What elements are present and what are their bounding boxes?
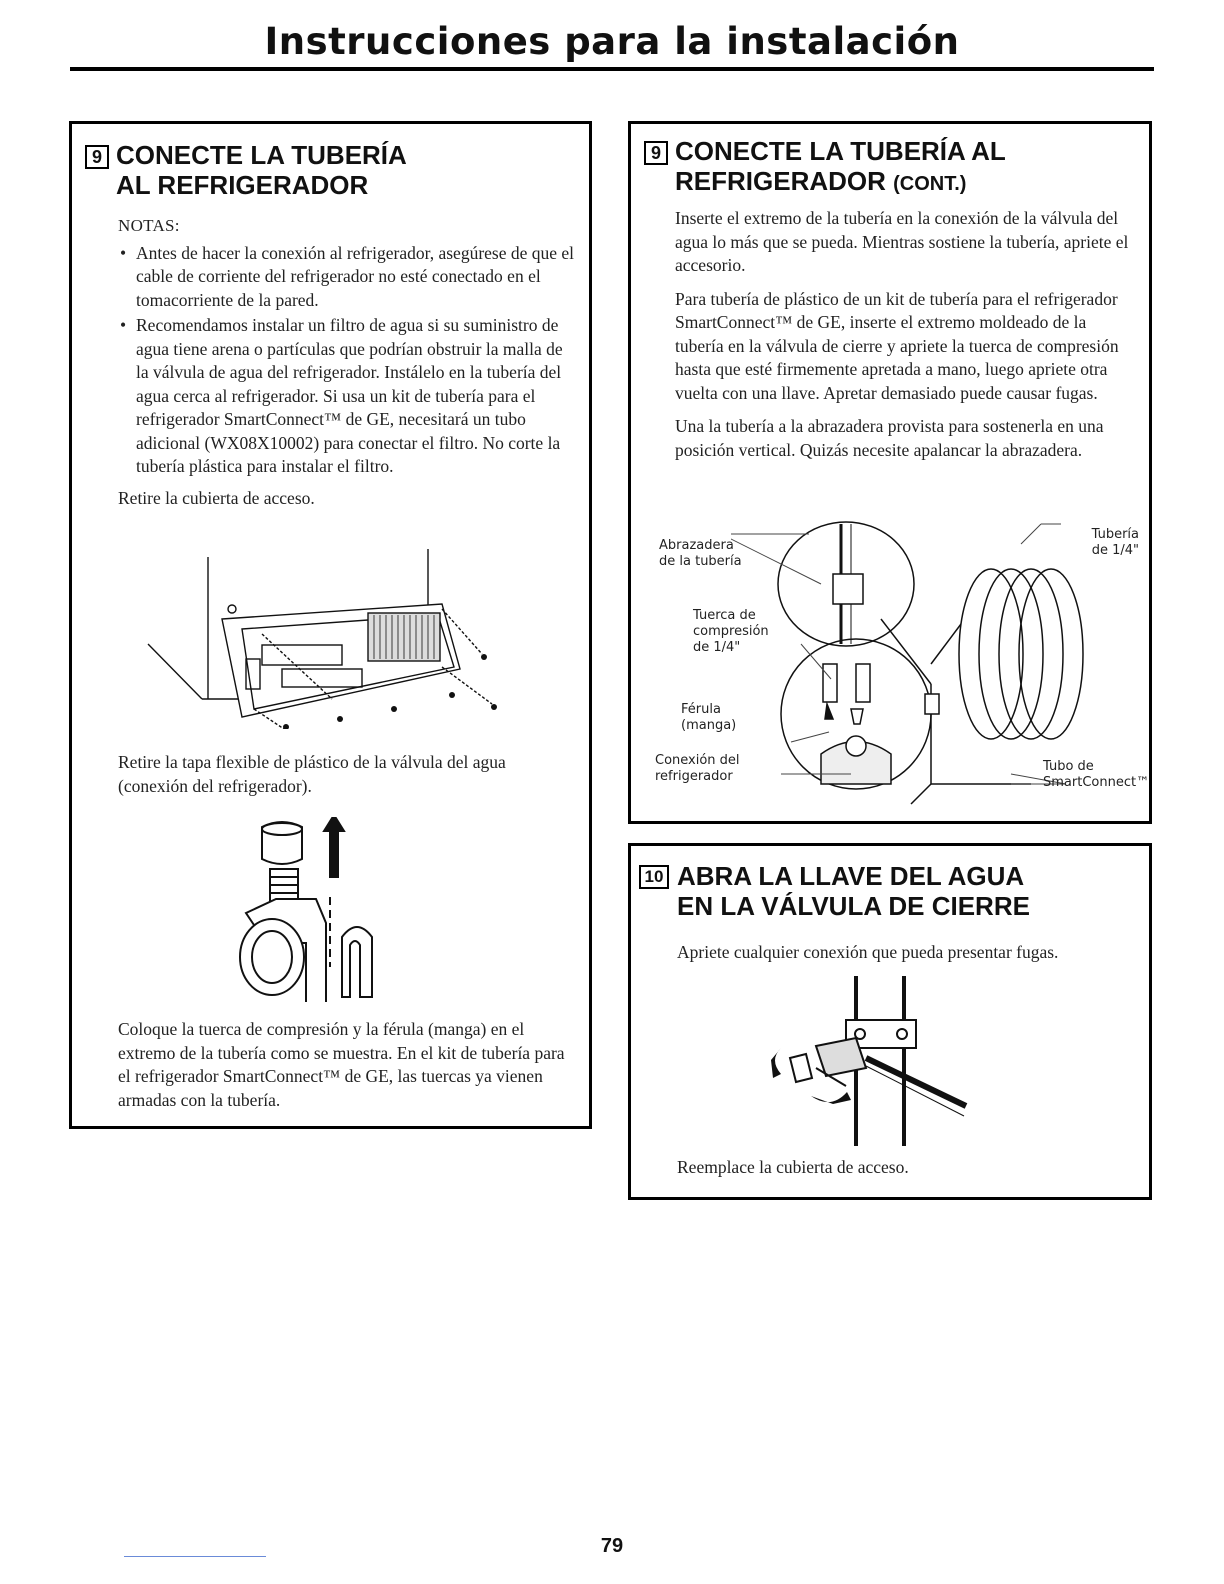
callout-ferrule — [681, 702, 736, 734]
right-section-box — [628, 121, 1152, 824]
title-rule — [70, 67, 1154, 71]
callout-compression-nut — [693, 608, 769, 656]
step-number-badge: 10 — [639, 865, 669, 889]
step-number-badge: 9 — [644, 141, 668, 165]
heading-suffix: (CONT.) — [893, 173, 967, 195]
callout-line: Conexión del — [655, 753, 740, 768]
place-nut-text — [118, 1018, 578, 1122]
heading-line-1: ABRA LA LLAVE DEL AGUA — [677, 861, 1025, 891]
footer-line — [124, 1556, 266, 1557]
note-item: • Recomendamos instalar un filtro de agua si su suministro de agua tiene arena o partículas que podrían obstruir la malla de la válvula de agua del refrigerador. Instálelo en la tubería del agua cerca al refrigerador. Si usa un kit de tubería para el refrigerador SmartConnect™ de GE, necesitará un tubo adicional (WX08X10002) para conectar el filtro. No corte la tubería plástica para instalar el filtro. — [118, 314, 578, 479]
place-nut-paragraph: Coloque la tuerca de compresión y la férula (manga) en el extremo de la tubería como se muestra. En el kit de tubería para el refrigerador SmartConnect™ de GE, las tuercas ya vienen armadas con la tubería. — [118, 1019, 565, 1110]
callout-pipe-clamp — [659, 538, 742, 570]
section-heading — [675, 136, 1006, 199]
callout-line: de la tubería — [659, 554, 742, 569]
step-number-badge: 9 — [85, 145, 109, 169]
tighten-paragraph: Apriete cualquier conexión que pueda presentar fugas. — [677, 942, 1059, 962]
callout-line: Abrazadera — [659, 538, 734, 553]
heading-line-2: EN LA VÁLVULA DE CIERRE — [677, 891, 1030, 921]
note-item: • Antes de hacer la conexión al refrigerador, asegúrese de que el cable de corriente del refrigerador no esté conectado en el tomacorriente de la pared. — [118, 242, 578, 313]
section-heading — [116, 140, 407, 200]
replace-cover-paragraph: Reemplace la cubierta de acceso. — [677, 1157, 909, 1177]
callout-line: de 1/4" — [1091, 543, 1139, 558]
remove-cap-text — [118, 751, 578, 808]
valve-cap-diagram — [232, 817, 412, 1002]
remove-cap-paragraph: Retire la tapa flexible de plástico de la válvula del agua (conexión del refrigerador). — [118, 752, 506, 796]
heading-line-1: CONECTE LA TUBERÍA — [116, 140, 407, 170]
notes-label: NOTAS: — [118, 216, 180, 235]
notes-list — [118, 242, 578, 479]
callout-tubing — [1049, 527, 1139, 559]
callout-smartconnect-tube — [1043, 759, 1149, 791]
instruction-paragraph: Inserte el extremo de la tubería en la conexión de la válvula del agua lo más que se pueda. Mientras sostiene la tubería, apriete el accesorio. — [675, 208, 1129, 275]
callout-refrigerator-connection — [655, 753, 740, 785]
callout-line: Tuerca de — [693, 608, 756, 623]
callout-line: compresión — [693, 624, 769, 639]
left-section-box — [69, 121, 592, 1129]
instruction-paragraph: Una la tubería a la abrazadera provista para sostenerla en una posición vertical. Quizás necesite apalancar la abrazadera. — [675, 416, 1104, 460]
callout-line: refrigerador — [655, 769, 733, 784]
heading-line-1: CONECTE LA TUBERÍA AL — [675, 136, 1006, 166]
callout-line: SmartConnect™ — [1043, 775, 1150, 790]
left-notes-block — [118, 214, 578, 520]
page-title: Instrucciones para la instalación — [264, 20, 960, 63]
access-cover-diagram — [142, 549, 522, 729]
heading-line-2: REFRIGERADOR — [675, 166, 886, 196]
shutoff-valve-diagram — [756, 976, 986, 1156]
heading-line-2: AL REFRIGERADOR — [116, 170, 369, 200]
page-number: 79 — [600, 1535, 624, 1557]
callout-line: (manga) — [681, 718, 737, 733]
remove-cover-text: Retire la cubierta de acceso. — [118, 487, 315, 508]
callout-line: Tubería — [1091, 527, 1139, 542]
callout-line: Tubo de — [1043, 759, 1094, 774]
right-instructions-block — [675, 207, 1137, 472]
callout-line: Férula — [681, 702, 721, 717]
shutoff-valve-section-box — [628, 843, 1152, 1200]
section-heading — [677, 861, 1030, 921]
replace-cover-text — [677, 1156, 1147, 1190]
tighten-text — [677, 941, 1147, 975]
callout-line: de 1/4" — [693, 640, 741, 655]
instruction-paragraph: Para tubería de plástico de un kit de tubería para el refrigerador SmartConnect™ de GE, inserte el extremo moldeado de la tubería en la válvula de cierre y apriete la tuerca de compresión hasta que esté firmemente apretada a mano, luego apriete otra vuelta con una llave. Apretar demasiado puede causar fugas. — [675, 288, 1119, 403]
